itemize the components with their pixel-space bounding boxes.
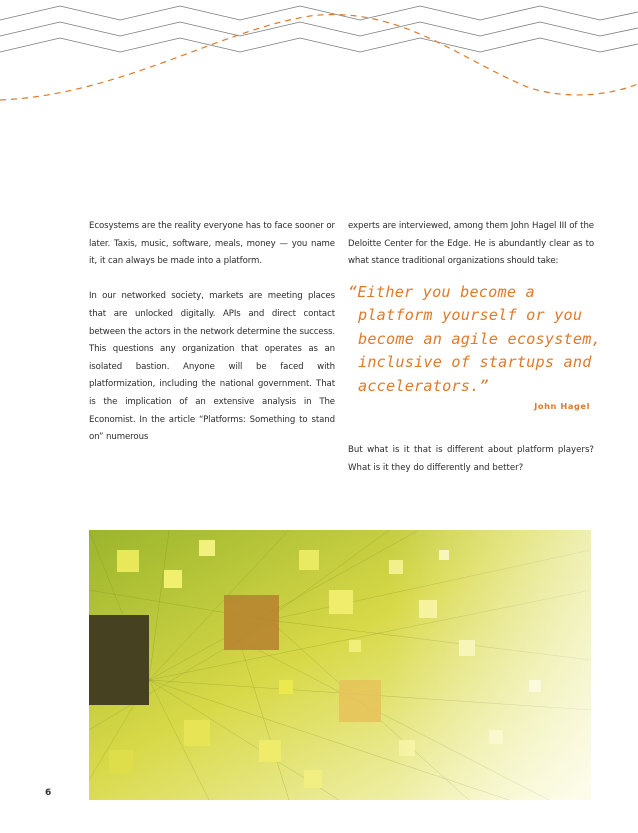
outro-paragraph-block xyxy=(348,442,594,477)
abstract-network-image xyxy=(89,530,591,800)
right-column xyxy=(348,218,594,288)
network-cubes-illustration xyxy=(89,530,591,800)
quote-line-4: inclusive of startups and xyxy=(358,353,592,372)
pull-quote xyxy=(348,281,600,398)
left-paragraph-2: In our networked society, markets are meeting places that are unlocked digitally. APIs and direct contact between the actors in the network determine the success. This questions any organization that operates as an isolated bastion. Anyone will be faced with platformization, including the national government. That is the implication of an extensive analysis in The Economist. In the article “Platforms: Something to stand on” numerous xyxy=(89,291,335,443)
left-column xyxy=(89,218,335,464)
outro-paragraph: But what is it that is different about platform players? What is it they do differently and better? xyxy=(348,445,594,473)
decorative-header-lines xyxy=(0,0,638,110)
quote-line-5: accelerators.” xyxy=(358,376,489,395)
quote-line-3: become an agile ecosystem, xyxy=(358,329,601,348)
quote-author: John Hagel xyxy=(534,401,590,411)
quote-line-2: platform yourself or you xyxy=(358,306,583,325)
left-paragraph-1: Ecosystems are the reality everyone has to face sooner or later. Taxis, music, software, meals, money — you name it, it can always be made into a platform. xyxy=(89,221,335,267)
page-number: 6 xyxy=(45,788,52,798)
right-intro-paragraph: experts are interviewed, among them John Hagel III of the Deloitte Center for the Edge. He is abundantly clear as to what stance traditional organizations should take: xyxy=(348,221,594,267)
quote-line-1: “Either you become a xyxy=(348,283,535,301)
